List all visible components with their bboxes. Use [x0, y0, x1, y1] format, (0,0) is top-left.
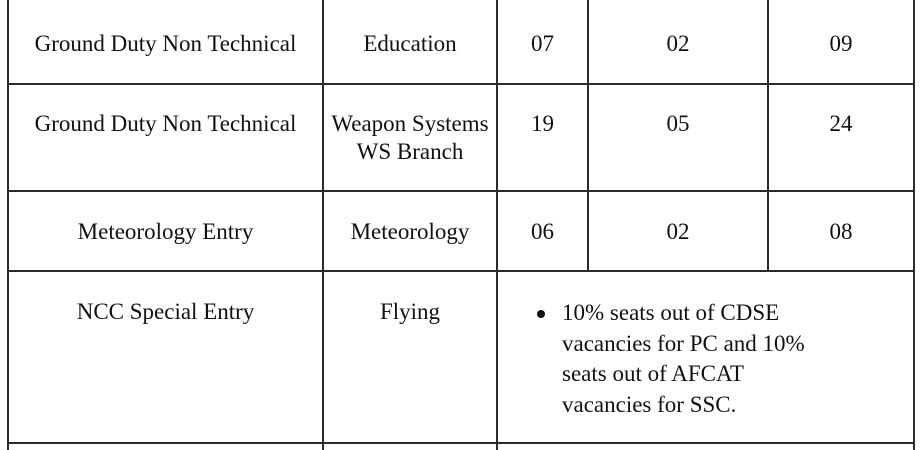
- table-row-1-branch: Education: [363, 31, 457, 56]
- table-row-3-col5: 08: [829, 219, 853, 244]
- table-row-3-branch: Meteorology: [350, 219, 470, 244]
- table-row-2-branch-line2: WS Branch: [356, 139, 464, 164]
- note-line-4: vacancies for SSC.: [562, 391, 737, 417]
- row-divider-1: [7, 83, 915, 85]
- table-row-3-col4: 02: [666, 219, 690, 244]
- row-divider-4: [7, 442, 915, 444]
- table-row-1-col4: 02: [666, 31, 690, 56]
- table-row-2-col4: 05: [666, 111, 690, 136]
- row-divider-3: [7, 270, 915, 272]
- table-row-2-col5: 24: [829, 111, 853, 136]
- table-row-1-entry: Ground Duty Non Technical: [34, 31, 297, 56]
- table-row-2-col3: 19: [531, 111, 554, 136]
- note-line-1: 10% seats out of CDSE: [562, 300, 780, 325]
- note-line-3: seats out of AFCAT: [562, 361, 745, 386]
- table-row-4-entry: NCC Special Entry: [76, 299, 255, 324]
- table-row-2-branch-line1: Weapon Systems: [331, 111, 489, 136]
- note-line-2: vacancies for PC and 10%: [562, 330, 805, 356]
- bullet-icon: [537, 310, 545, 318]
- table-row-3-col3: 06: [531, 219, 554, 244]
- table-border-right: [913, 0, 915, 450]
- table-row-1-col3: 07: [531, 31, 554, 56]
- row-divider-2: [7, 190, 915, 192]
- table-row-2-entry: Ground Duty Non Technical: [34, 111, 297, 136]
- table-row-4-branch: Flying: [379, 299, 441, 324]
- table-row-4-note-item: [536, 298, 876, 420]
- table-row-1-col5: 09: [829, 31, 853, 56]
- table-row-4-note-list: [536, 298, 876, 420]
- table-row-3-entry: Meteorology Entry: [77, 219, 254, 244]
